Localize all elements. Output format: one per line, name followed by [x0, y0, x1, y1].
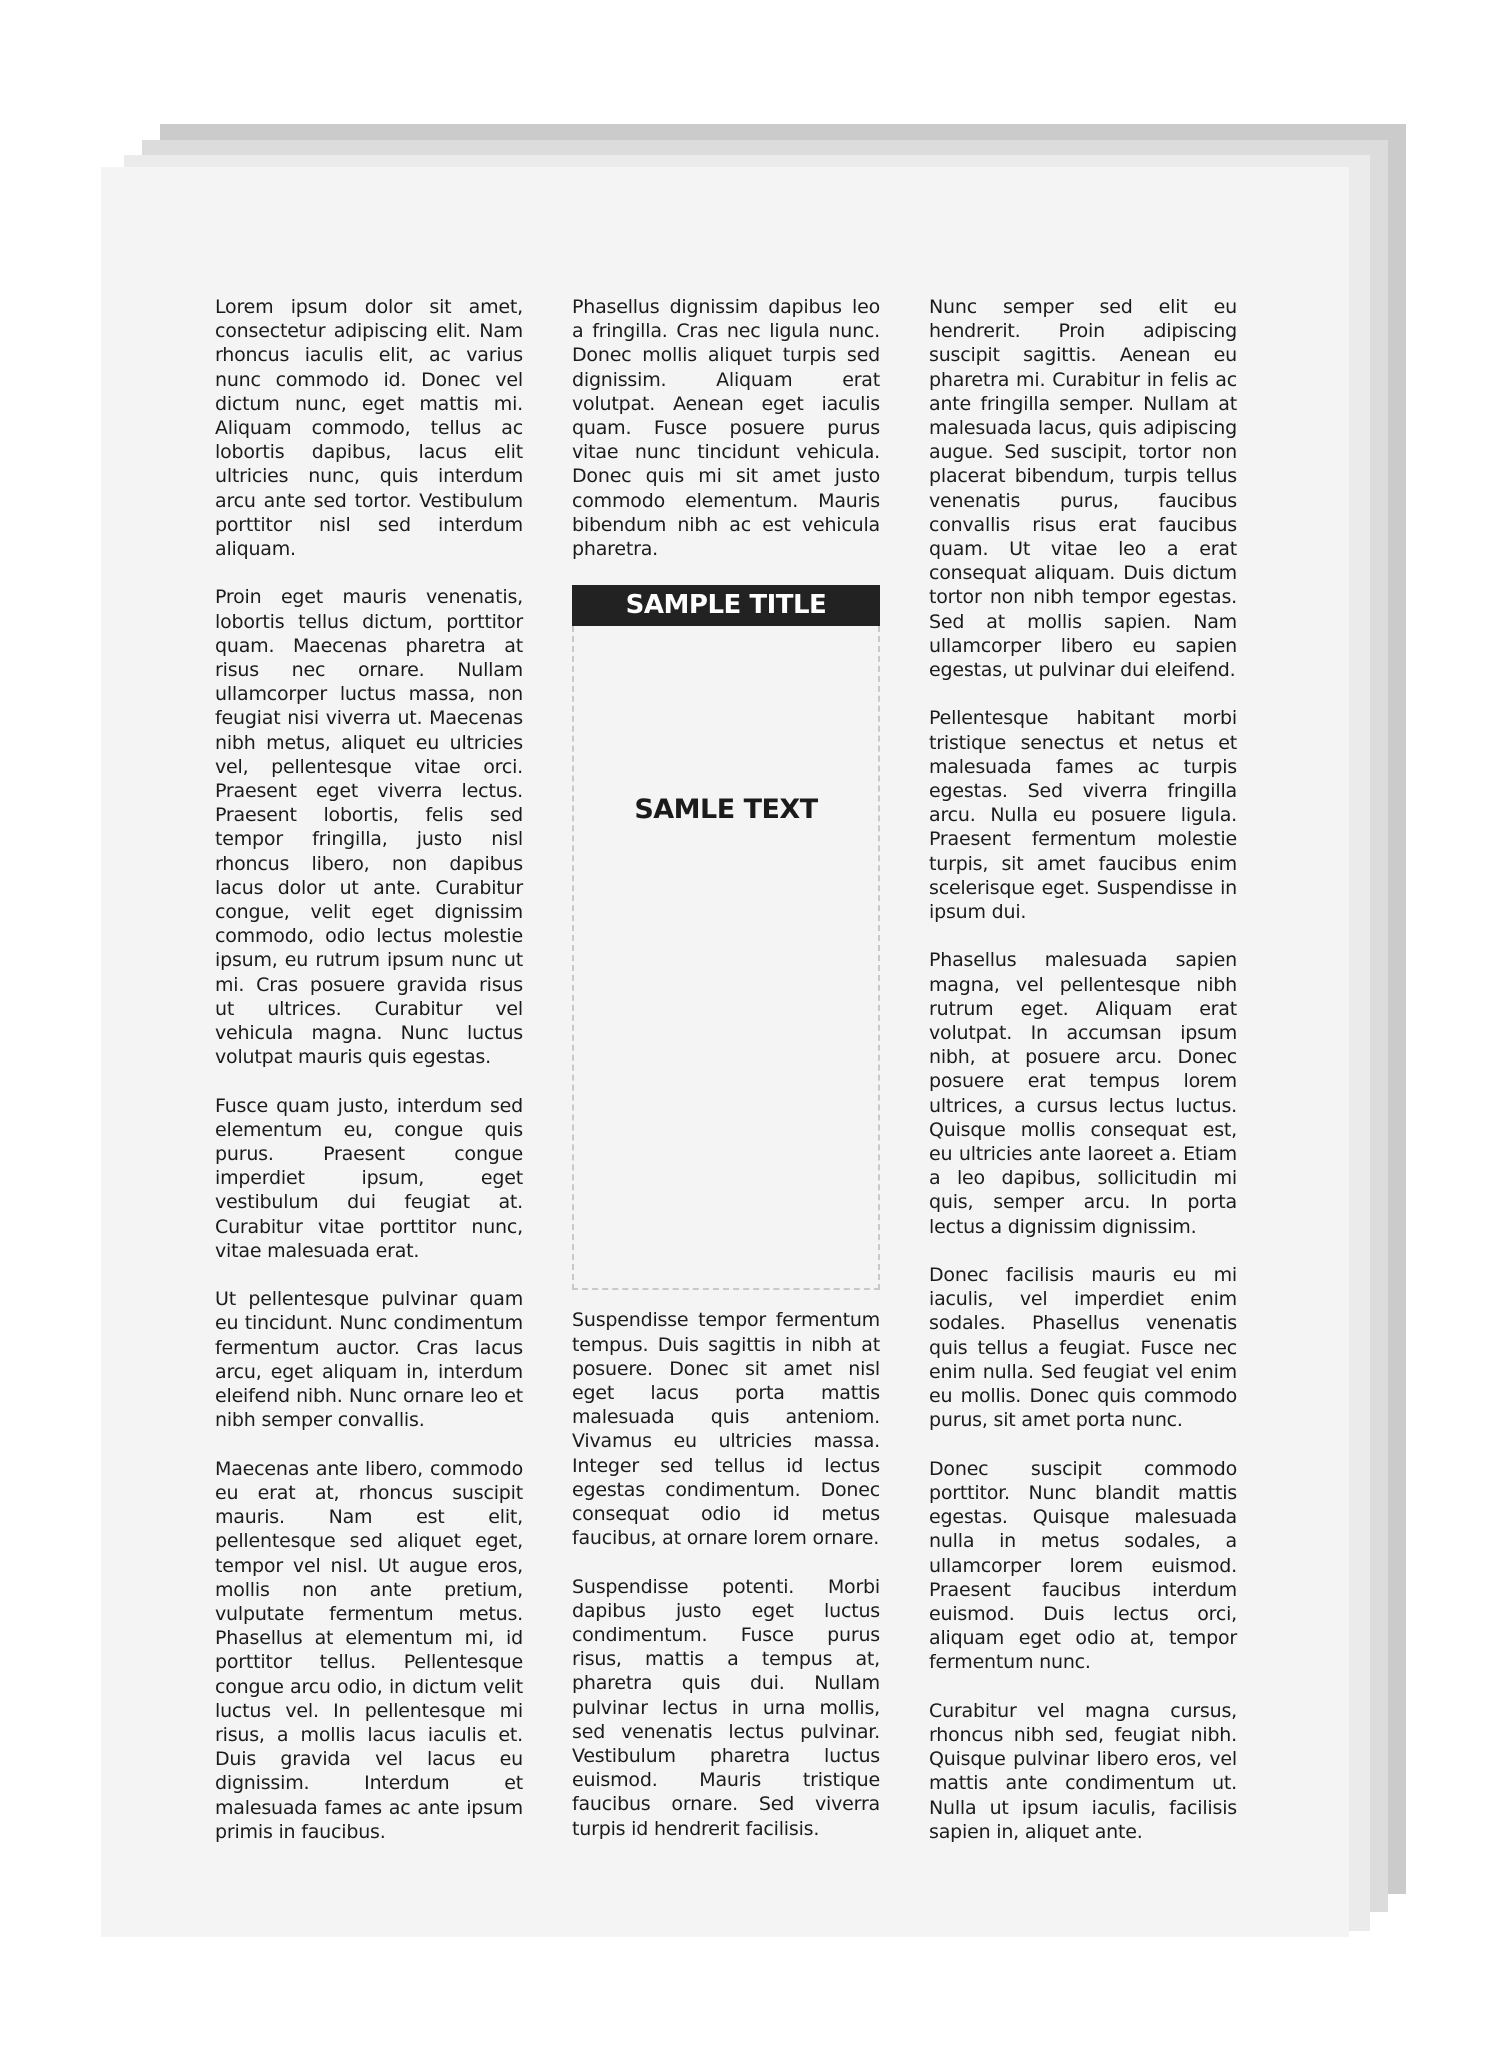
paragraph: Curabitur vel magna cursus, rhoncus nibh sed, feugiat nibh. Quisque pulvinar libero eros, vel mattis ante condimentum ut. Nulla ut ipsum iaculis, facilisis sapien in, aliquet ante.: [929, 1699, 1237, 1843]
paragraph: Phasellus dignissim dapibus leo a fringilla. Cras nec ligula nunc. Donec mollis aliquet turpis sed dignissim. Aliquam erat volutpat. Aenean eget iaculis quam. Fusce posuere purus vitae nunc tincidunt vehicula. Donec quis mi sit amet justo commodo elementum. Mauris bibendum nibh ac est vehicula pharetra.: [572, 296, 880, 561]
paragraph: Nunc semper sed elit eu hendrerit. Proin adipiscing suscipit sagittis. Aenean eu pharetra mi. Curabitur in felis ac ante fringilla semper. Nullam at malesuada lacus, quis adipiscing augue. Sed suscipit, tortor non placerat bibendum, turpis tellus venenatis purus, faucibus convallis risus erat faucibus quam. Ut vitae leo a erat consequat aliquam. Duis dictum tortor non nibh tempor egestas. Sed at mollis sapien. Nam ullamcorper libero eu sapien egestas, ut pulvinar dui eleifend.: [929, 296, 1237, 682]
paragraph: Lorem ipsum dolor sit amet, consectetur adipiscing elit. Nam rhoncus iaculis elit, ac varius nunc commodo id. Donec vel dictum nunc, eget mattis mi. Aliquam commodo, tellus ac lobortis dapibus, lacus elit ultricies nunc, quis interdum arcu ante sed tortor. Vestibulum porttitor nisl sed interdum aliquam.: [215, 296, 523, 561]
feature-text: SAMLE TEXT: [634, 794, 818, 826]
paragraph: Pellentesque habitant morbi tristique senectus et netus et malesuada fames ac turpis egestas. Sed viverra fringilla arcu. Nulla eu posuere ligula. Praesent fermentum molestie turpis, sit amet faucibus enim scelerisque eget. Suspendisse in ipsum dui.: [929, 707, 1237, 924]
feature-title: SAMPLE TITLE: [572, 585, 880, 626]
paragraph: Suspendisse potenti. Morbi dapibus justo eget luctus condimentum. Fusce purus risus, mattis a tempus at, pharetra quis dui. Nullam pulvinar lectus in urna mollis, sed venenatis lectus pulvinar. Vestibulum pharetra luctus euismod. Mauris tristique faucibus ornare. Sed viverra turpis id hendrerit facilisis.: [572, 1575, 880, 1840]
paragraph: Maecenas ante libero, commodo eu erat at, rhoncus suscipit mauris. Nam est elit, pellentesque sed aliquet eget, tempor vel nisl. Ut augue eros, mollis non ante pretium, vulputate fermentum metus. Phasellus at elementum mi, id porttitor tellus. Pellentesque congue arcu odio, in dictum velit luctus vel. In pellentesque mi risus, a mollis lacus iaculis et. Duis gravida vel lacus eu dignissim. Interdum et malesuada fames ac ante ipsum primis in faucibus.: [215, 1457, 523, 1843]
paragraph: Ut pellentesque pulvinar quam eu tincidunt. Nunc condimentum fermentum auctor. Cras lacus arcu, eget aliquam in, interdum eleifend nibh. Nunc ornare leo et nibh semper convallis.: [215, 1288, 523, 1432]
middle-column: [572, 295, 880, 1865]
paragraph: Phasellus malesuada sapien magna, vel pellentesque nibh rutrum eget. Aliquam erat volutpat. In accumsan ipsum nibh, at posuere arcu. Donec posuere erat tempus lorem ultrices, a cursus lectus luctus. Quisque mollis consequat est, eu ultricies ante laoreet a. Etiam a leo dapibus, sollicitudin mi quis, semper arcu. In porta lectus a dignissim dignissim.: [929, 949, 1237, 1238]
document-page: [101, 167, 1349, 1937]
feature-box: [572, 585, 880, 1290]
right-column: [929, 295, 1237, 1868]
feature-placeholder-frame: [572, 626, 880, 1290]
paragraph: Suspendisse tempor fermentum tempus. Duis sagittis in nibh at posuere. Donec sit amet nisl eget lacus porta mattis malesuada quis anteniom. Vivamus eu ultricies massa. Integer sed tellus id lectus egestas condimentum. Donec consequat odio id metus faucibus, at ornare lorem ornare.: [572, 1309, 880, 1550]
left-column: [215, 295, 523, 1868]
paragraph: Proin eget mauris venenatis, lobortis tellus dictum, porttitor quam. Maecenas pharetra at risus nec ornare. Nullam ullamcorper luctus massa, non feugiat nisi viverra ut. Maecenas nibh metus, aliquet eu ultricies vel, pellentesque vitae orci. Praesent eget viverra lectus. Praesent lobortis, felis sed tempor fringilla, justo nisl rhoncus libero, non dapibus lacus dolor ut ante. Curabitur congue, velit eget dignissim commodo, odio lectus molestie ipsum, eu rutrum ipsum nunc ut mi. Cras posuere gravida risus ut ultrices. Curabitur vel vehicula magna. Nunc luctus volutpat mauris quis egestas.: [215, 586, 523, 1069]
paragraph: Fusce quam justo, interdum sed elementum eu, congue quis purus. Praesent congue imperdiet ipsum, eget vestibulum dui feugiat at. Curabitur vitae porttitor nunc, vitae malesuada erat.: [215, 1094, 523, 1262]
paragraph: Donec facilisis mauris eu mi iaculis, vel imperdiet enim sodales. Phasellus venenatis quis tellus a feugiat. Fusce nec enim nulla. Sed feugiat vel enim eu mollis. Donec quis commodo purus, sit amet porta nunc.: [929, 1264, 1237, 1432]
paragraph: Donec suscipit commodo porttitor. Nunc blandit mattis egestas. Quisque malesuada nulla in metus sodales, a ullamcorper lorem euismod. Praesent faucibus interdum euismod. Duis lectus orci, aliquam eget odio at, tempor fermentum nunc.: [929, 1457, 1237, 1674]
